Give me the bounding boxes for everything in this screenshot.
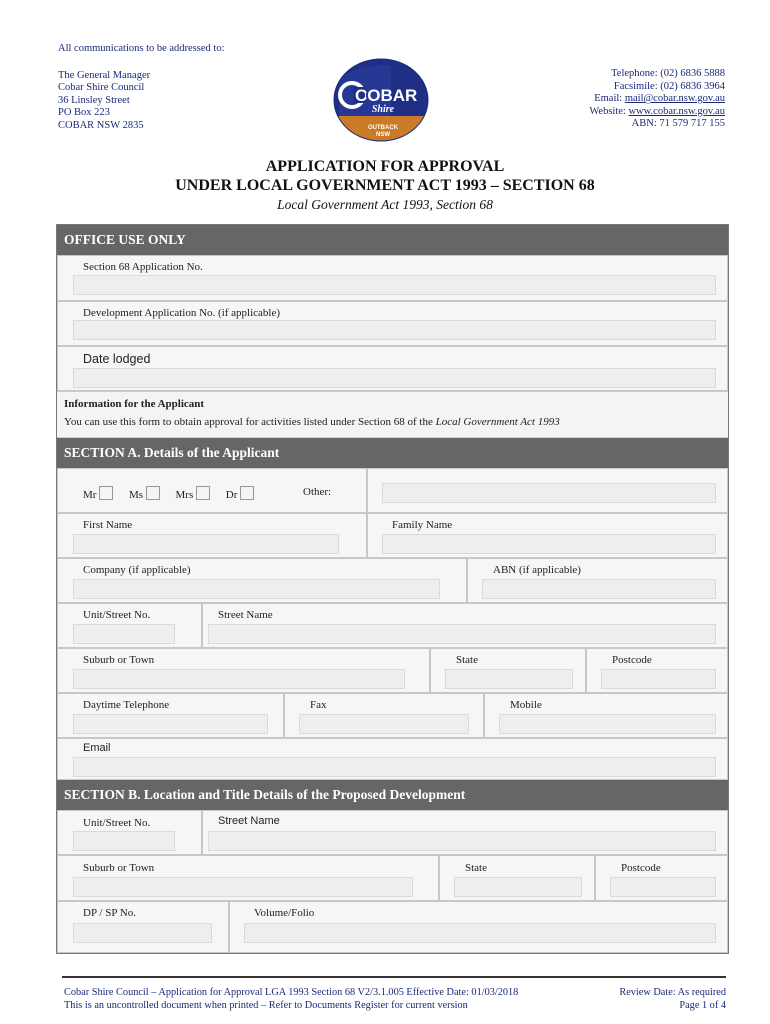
- title-dr-checkbox[interactable]: [240, 486, 254, 500]
- mobile-input[interactable]: [499, 714, 716, 734]
- email-link[interactable]: mail@cobar.nsw.gov.au: [624, 93, 725, 105]
- first-name-cell: [57, 513, 367, 558]
- dp-sp-cell: [57, 901, 229, 953]
- applicant-street-label: Street Name: [218, 609, 273, 621]
- title-mr-checkbox[interactable]: [99, 486, 113, 500]
- daytime-tel-cell: [57, 693, 284, 738]
- title-ms-checkbox[interactable]: [146, 486, 160, 500]
- council-contact-block: [589, 68, 725, 131]
- applicant-suburb-label: Suburb or Town: [83, 654, 155, 666]
- section68-no-cell: [57, 255, 728, 301]
- page-number: Page 1 of 4: [679, 999, 726, 1011]
- mobile-cell: [484, 693, 728, 738]
- other-label: Other:: [303, 486, 332, 498]
- communications-note: All communications to be addressed to:: [58, 43, 225, 54]
- fax-label: Fax: [310, 699, 327, 711]
- abn-input[interactable]: [482, 579, 716, 599]
- email-line: [589, 93, 725, 106]
- review-date: Review Date: As required: [619, 987, 726, 998]
- website-line: [589, 106, 725, 119]
- title-mr-label: Mr: [83, 489, 97, 501]
- family-name-label: Family Name: [392, 519, 453, 531]
- email-input[interactable]: [73, 757, 716, 777]
- logo-text-nsw: NSW: [376, 132, 390, 138]
- first-name-label: First Name: [83, 519, 133, 531]
- other-title-input[interactable]: [382, 483, 716, 503]
- applicant-postcode-cell: [586, 648, 728, 693]
- company-input[interactable]: [73, 579, 440, 599]
- site-unit-no-input[interactable]: [73, 831, 175, 851]
- first-name-input[interactable]: [73, 534, 339, 554]
- email-label: Email:: [594, 93, 623, 105]
- company-cell: [57, 558, 467, 603]
- council-address-block: [58, 43, 225, 133]
- address-line: COBAR NSW 2835: [58, 119, 144, 131]
- site-postcode-input[interactable]: [610, 877, 716, 897]
- website-label: Website:: [589, 105, 626, 117]
- site-suburb-input[interactable]: [73, 877, 413, 897]
- site-unit-no-cell: [57, 810, 202, 855]
- footer-row-2: [64, 1000, 726, 1013]
- applicant-info-box: [57, 391, 728, 438]
- site-street-label: Street Name: [218, 815, 280, 827]
- form-subtitle: Local Government Act 1993, Section 68: [277, 197, 493, 212]
- title-checkbox-cell: [57, 468, 367, 513]
- company-label: Company (if applicable): [83, 564, 191, 576]
- applicant-postcode-label: Postcode: [612, 654, 652, 666]
- date-lodged-cell: [57, 346, 728, 391]
- applicant-street-cell: [202, 603, 728, 648]
- volume-folio-input[interactable]: [244, 923, 716, 943]
- da-no-input[interactable]: [73, 320, 716, 340]
- site-postcode-cell: [595, 855, 728, 901]
- daytime-tel-label: Daytime Telephone: [83, 699, 170, 711]
- date-lodged-label: Date lodged: [83, 352, 151, 366]
- site-state-label: State: [465, 862, 487, 874]
- dp-sp-label: DP / SP No.: [83, 907, 136, 919]
- address-line: 36 Linsley Street: [58, 94, 130, 106]
- form-title-line2: UNDER LOCAL GOVERNMENT ACT 1993 – SECTION 68: [175, 177, 595, 194]
- applicant-postcode-input[interactable]: [601, 669, 716, 689]
- applicant-suburb-input[interactable]: [73, 669, 405, 689]
- applicant-state-label: State: [456, 654, 478, 666]
- address-line: The General Manager: [58, 69, 151, 81]
- section68-no-input[interactable]: [73, 275, 716, 295]
- form-title-line1: APPLICATION FOR APPROVAL: [265, 158, 505, 175]
- applicant-unit-no-label: Unit/Street No.: [83, 609, 151, 621]
- info-text: [64, 416, 560, 428]
- cobar-shire-logo: [333, 58, 429, 142]
- applicant-state-input[interactable]: [445, 669, 573, 689]
- date-lodged-input[interactable]: [73, 368, 716, 388]
- site-state-cell: [439, 855, 595, 901]
- applicant-unit-no-input[interactable]: [73, 624, 175, 644]
- title-ms-label: Ms: [128, 489, 144, 501]
- website-link[interactable]: www.cobar.nsw.gov.au: [628, 105, 725, 117]
- applicant-suburb-cell: [57, 648, 430, 693]
- email-label: Email: [83, 742, 111, 754]
- family-name-cell: [367, 513, 728, 558]
- footer-row-1: [64, 987, 726, 1000]
- info-heading: Information for the Applicant: [64, 398, 205, 410]
- dp-sp-input[interactable]: [73, 923, 212, 943]
- volume-folio-label: Volume/Folio: [254, 907, 315, 919]
- da-no-label: Development Application No. (if applicable): [83, 307, 281, 319]
- footer-divider: [62, 976, 726, 978]
- family-name-input[interactable]: [382, 534, 716, 554]
- title-mrs-label: Mrs: [175, 489, 194, 501]
- document-version: Cobar Shire Council – Application for Approval LGA 1993 Section 68 V2/3.1.005 Effective Date: 01/03/2018: [64, 987, 519, 998]
- daytime-tel-input[interactable]: [73, 714, 268, 734]
- fax-input[interactable]: [299, 714, 469, 734]
- logo-text-shire: Shire: [371, 104, 395, 115]
- site-unit-no-label: Unit/Street No.: [83, 817, 151, 829]
- section68-no-label: Section 68 Application No.: [83, 261, 203, 273]
- address-line: Cobar Shire Council: [58, 82, 145, 94]
- footer: [64, 987, 726, 1012]
- site-street-input[interactable]: [208, 831, 716, 851]
- application-form: [56, 224, 729, 954]
- info-text-act: Local Government Act 1993: [435, 416, 560, 428]
- applicant-street-input[interactable]: [208, 624, 716, 644]
- title-options: [83, 486, 254, 501]
- abn: ABN: 71 579 717 155: [631, 118, 725, 130]
- uncontrolled-notice: This is an uncontrolled document when printed – Refer to Documents Register for current version: [64, 999, 468, 1011]
- mobile-label: Mobile: [510, 699, 542, 711]
- site-suburb-label: Suburb or Town: [83, 862, 155, 874]
- volume-folio-cell: [229, 901, 728, 953]
- telephone: Telephone: (02) 6836 5888: [611, 68, 725, 79]
- applicant-state-cell: [430, 648, 586, 693]
- address-line: PO Box 223: [58, 107, 110, 119]
- site-state-input[interactable]: [454, 877, 582, 897]
- site-street-cell: [202, 810, 728, 855]
- site-suburb-cell: [57, 855, 439, 901]
- logo-text-cobar: COBAR: [355, 86, 418, 105]
- email-cell: [57, 738, 728, 780]
- logo-text-outback: OUTBACK: [368, 125, 398, 131]
- da-no-cell: [57, 301, 728, 346]
- site-postcode-label: Postcode: [621, 862, 661, 874]
- other-cell: [367, 468, 728, 513]
- fax-cell: [284, 693, 484, 738]
- title-dr-label: Dr: [225, 489, 238, 501]
- applicant-unit-no-cell: [57, 603, 202, 648]
- facsimile: Facsimile: (02) 6836 3964: [613, 80, 725, 92]
- abn-cell: [467, 558, 728, 603]
- office-use-heading: OFFICE USE ONLY: [57, 225, 728, 255]
- section-b-heading: SECTION B. Location and Title Details of the Proposed Development: [57, 780, 728, 810]
- section-a-heading: SECTION A. Details of the Applicant: [57, 438, 728, 468]
- info-text-main: You can use this form to obtain approval for activities listed under Section 68 of the: [64, 416, 436, 428]
- title-mrs-checkbox[interactable]: [196, 486, 210, 500]
- abn-label: ABN (if applicable): [493, 564, 581, 576]
